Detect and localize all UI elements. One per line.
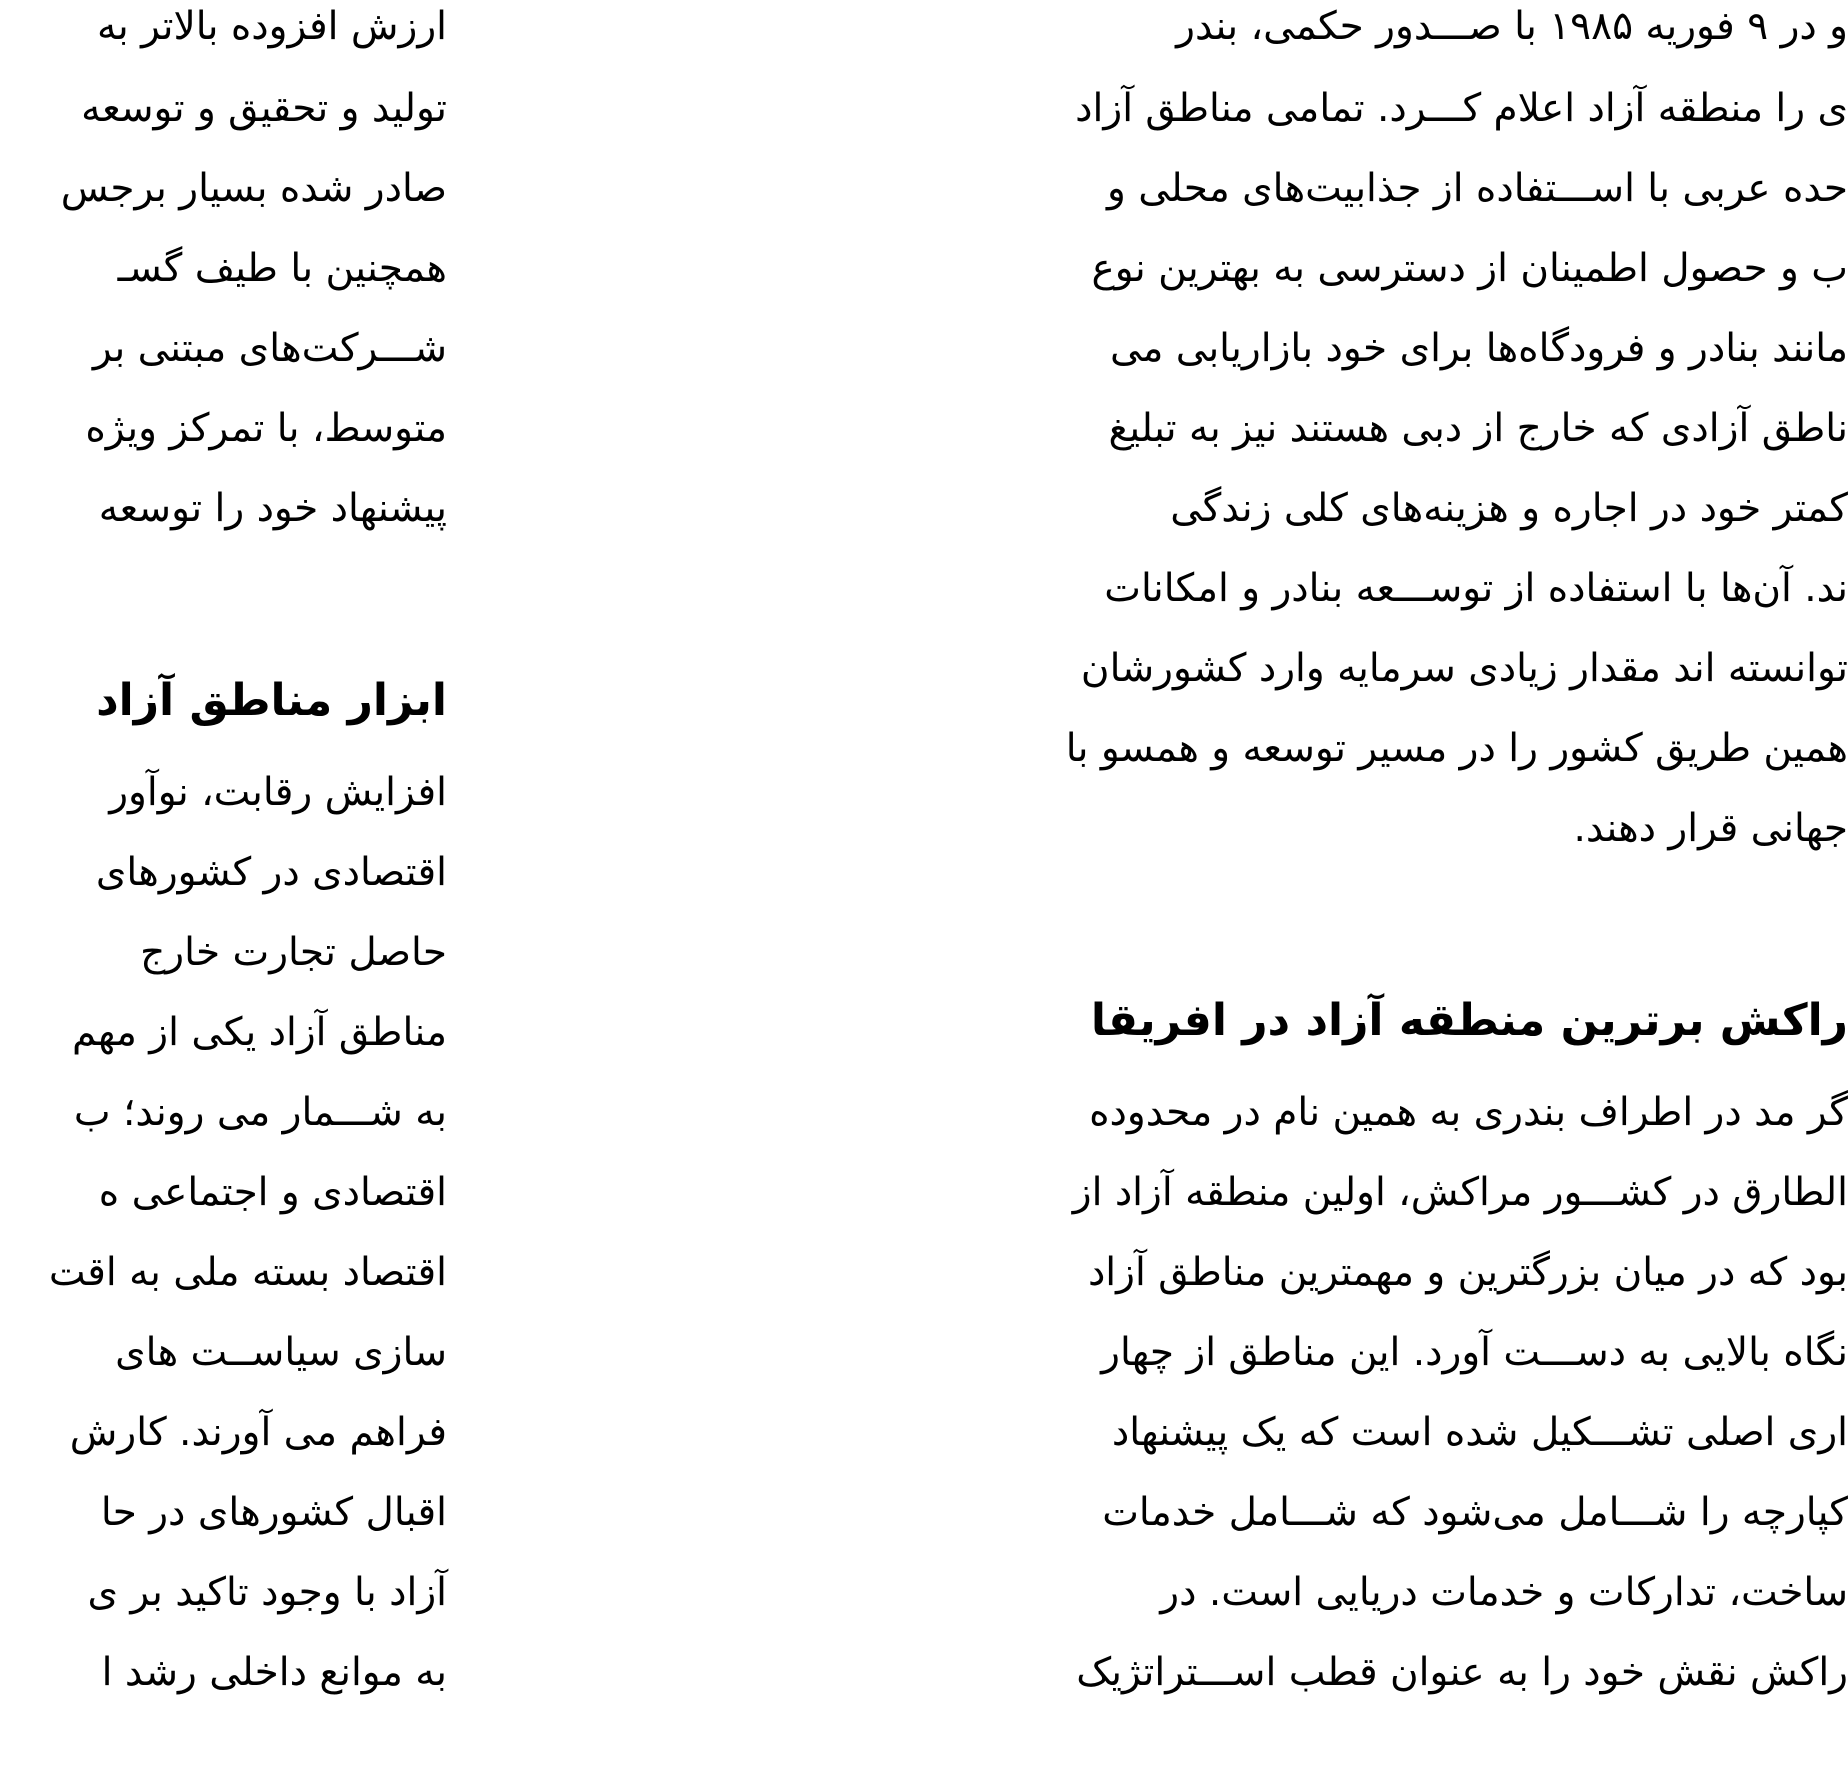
text-line: ساخت، تدارکات و خدمات دریایی است. در (1160, 1570, 1848, 1615)
text-line: ارزش افزوده بالاتر به (96, 4, 447, 49)
section-heading: ابزار مناطق آزاد (96, 675, 447, 726)
left-column (0, 0, 447, 1785)
text-line: آزاد با وجود تاکید بر ی (87, 1570, 447, 1615)
text-line: پیشنهاد خود را توسعه (98, 486, 447, 531)
text-line: اقبال کشورهای در حا (100, 1490, 447, 1535)
text-line: حاصل تجارت خارج (140, 930, 447, 975)
text-line: ب و حصول اطمینان از دسترسی به بهترین نوع (1091, 246, 1848, 291)
text-line: شـــرکت‌های مبتنی بر (92, 326, 447, 371)
text-line: مانند بنادر و فرودگاه‌ها برای خود بازاریابی می (1110, 326, 1848, 371)
section-heading: راکش برترین منطقه آزاد در افریقا (1090, 995, 1848, 1046)
text-line: بود که در میان بزرگترین و مهمترین مناطق آزاد (1087, 1250, 1848, 1295)
text-line: و در ۹ فوریه ۱۹۸۵ با صـــدور حکمی، بندر (1176, 4, 1848, 49)
text-line: فراهم می آورند. کارش (69, 1410, 447, 1455)
text-line: صادر شده بسیار برجس (60, 166, 447, 211)
text-line: کمتر خود در اجاره و هزینه‌های کلی زندگی (1170, 486, 1848, 531)
text-line: تولید و تحقیق و توسعه (81, 86, 447, 131)
text-line: به موانع داخلی رشد ا (101, 1650, 447, 1695)
text-line: افزایش رقابت، نوآور (109, 770, 447, 815)
text-line: سازی سیاســت های (115, 1330, 447, 1375)
text-line: جهانی قرار دهند. (1573, 806, 1848, 851)
text-line: اری اصلی تشـــکیل شده است که یک پیشنهاد (1111, 1410, 1848, 1455)
text-line: ند. آن‌ها با استفاده از توســـعه بنادر و امکانات (1104, 566, 1848, 611)
text-line: به شـــمار می روند؛ ب (73, 1090, 447, 1135)
text-line: حده عربی با اســـتفاده از جذابیت‌های محلی و (1107, 166, 1848, 211)
text-line: ناطق آزادی که خارج از دبی هستند نیز به تبلیغ (1108, 406, 1848, 451)
text-line: الطارق در کشـــور مراکش، اولین منطقه آزاد از (1072, 1170, 1848, 1215)
text-line: ی را منطقه آزاد اعلام کـــرد. تمامی مناطق آزاد (1075, 86, 1848, 131)
text-line: همین طریق کشور را در مسیر توسعه و همسو با (1065, 726, 1848, 771)
text-line: راکش نقش خود را به عنوان قطب اســـتراتژیک (1076, 1650, 1848, 1695)
text-line: اقتصادی و اجتماعی ه (98, 1170, 447, 1215)
text-line: نگاه بالایی به دســـت آورد. این مناطق از چهار (1101, 1330, 1848, 1375)
text-line: اقتصاد بسته ملی به اقت (48, 1250, 447, 1295)
text-line: مناطق آزاد یکی از مهم (72, 1010, 447, 1055)
text-line: اقتصادی در کشورهای (95, 850, 447, 895)
text-line: متوسط، با تمرکز ویژه (85, 406, 447, 451)
text-line: کپارچه را شـــامل می‌شود که شـــامل خدمات (1102, 1490, 1848, 1535)
text-line: همچنین با طیف گسـ (117, 246, 447, 291)
text-line: توانسته اند مقدار زیادی سرمایه وارد کشورشان (1080, 646, 1848, 691)
text-line: گر مد در اطراف بندری به همین نام در محدوده (1089, 1090, 1848, 1135)
right-column (548, 0, 1848, 1785)
